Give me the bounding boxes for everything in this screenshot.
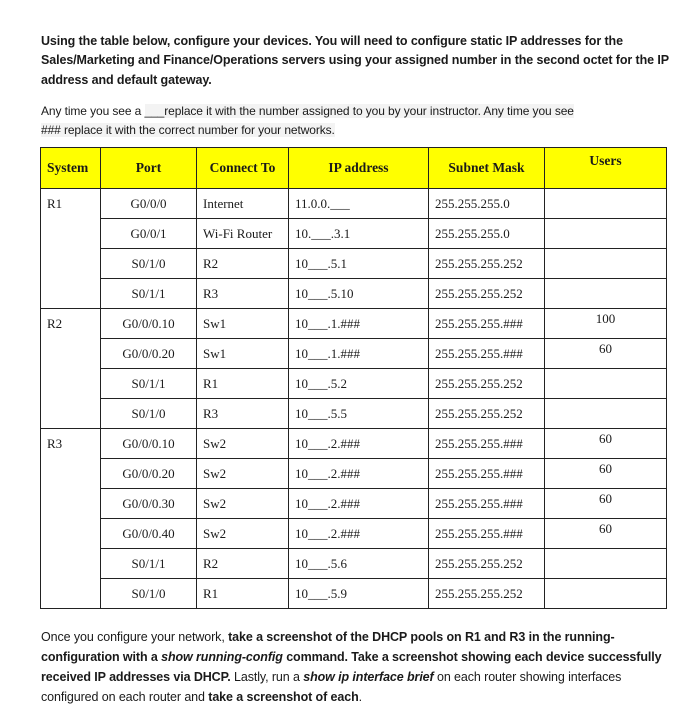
cell-users bbox=[545, 219, 667, 249]
cell-system bbox=[41, 549, 101, 579]
cell-users bbox=[545, 549, 667, 579]
cell-connect-to: Sw1 bbox=[197, 339, 289, 369]
cell-subnet-mask: 255.255.255.### bbox=[429, 519, 545, 549]
outro-s8: take a screenshot of each bbox=[208, 689, 359, 704]
outro-s4: command. Take a screenshot showing each device successfully received IP addresses via DHCP. bbox=[41, 649, 662, 684]
table-row bbox=[41, 429, 667, 459]
cell-ip-address: 10___.5.1 bbox=[289, 249, 429, 279]
table-row bbox=[41, 519, 667, 549]
cell-ip-address: 10___.5.9 bbox=[289, 579, 429, 609]
cell-port: S0/1/1 bbox=[101, 279, 197, 309]
cell-ip-address: 10___.2.### bbox=[289, 429, 429, 459]
header-system: System bbox=[41, 148, 101, 189]
table-row bbox=[41, 579, 667, 609]
table-row bbox=[41, 399, 667, 429]
note-part2: ___replace it with the number assigned to you by your instructor. Any time you see bbox=[144, 104, 574, 118]
intro-instructions: Using the table below, configure your devices. You will need to configure static IP addresses for the Sales/Marketing and Finance/Operations servers using your assigned number in the second octet for the IP address and default gateway. bbox=[41, 33, 669, 87]
cell-ip-address: 11.0.0.___ bbox=[289, 189, 429, 219]
cell-users: 100 bbox=[545, 309, 667, 339]
table-row bbox=[41, 459, 667, 489]
cell-port: G0/0/0.20 bbox=[101, 339, 197, 369]
cell-subnet-mask: 255.255.255.252 bbox=[429, 549, 545, 579]
cell-system bbox=[41, 489, 101, 519]
outro-s5: Lastly, run a bbox=[230, 669, 304, 684]
cell-subnet-mask: 255.255.255.252 bbox=[429, 369, 545, 399]
note-part1: Any time you see a bbox=[41, 104, 145, 118]
cell-port: G0/0/1 bbox=[101, 219, 197, 249]
table-row bbox=[41, 189, 667, 219]
cell-users: 60 bbox=[545, 489, 667, 519]
cell-system bbox=[41, 519, 101, 549]
cell-users bbox=[545, 249, 667, 279]
table-row bbox=[41, 219, 667, 249]
cell-connect-to: R2 bbox=[197, 249, 289, 279]
cell-system: R3 bbox=[41, 429, 101, 459]
cell-ip-address: 10___.5.10 bbox=[289, 279, 429, 309]
cell-connect-to: Sw2 bbox=[197, 429, 289, 459]
cell-users: 60 bbox=[545, 519, 667, 549]
cell-ip-address: 10___.1.### bbox=[289, 309, 429, 339]
cell-subnet-mask: 255.255.255.### bbox=[429, 339, 545, 369]
cell-users bbox=[545, 189, 667, 219]
cell-system bbox=[41, 339, 101, 369]
header-port: Port bbox=[101, 148, 197, 189]
note-part3: ### replace it with the correct number for your networks. bbox=[41, 123, 335, 137]
cell-connect-to: Sw2 bbox=[197, 489, 289, 519]
cell-ip-address: 10___.1.### bbox=[289, 339, 429, 369]
outro-s7: on each router showing interfaces configured on each router and bbox=[41, 669, 622, 704]
cell-users bbox=[545, 579, 667, 609]
placeholder-note bbox=[41, 102, 671, 140]
cell-users: 60 bbox=[545, 459, 667, 489]
cell-subnet-mask: 255.255.255.### bbox=[429, 459, 545, 489]
cell-subnet-mask: 255.255.255.252 bbox=[429, 279, 545, 309]
cell-connect-to: Sw1 bbox=[197, 309, 289, 339]
cell-port: G0/0/0.40 bbox=[101, 519, 197, 549]
table-row bbox=[41, 309, 667, 339]
cell-subnet-mask: 255.255.255.### bbox=[429, 429, 545, 459]
cell-port: G0/0/0.20 bbox=[101, 459, 197, 489]
cell-connect-to: R2 bbox=[197, 549, 289, 579]
cell-subnet-mask: 255.255.255.252 bbox=[429, 249, 545, 279]
cell-ip-address: 10___.5.2 bbox=[289, 369, 429, 399]
cell-connect-to: Sw2 bbox=[197, 519, 289, 549]
cell-subnet-mask: 255.255.255.252 bbox=[429, 579, 545, 609]
cell-connect-to: Sw2 bbox=[197, 459, 289, 489]
cell-port: S0/1/0 bbox=[101, 579, 197, 609]
cell-system bbox=[41, 579, 101, 609]
cell-users: 60 bbox=[545, 429, 667, 459]
addressing-table bbox=[40, 147, 667, 609]
table-row bbox=[41, 489, 667, 519]
cell-ip-address: 10___.2.### bbox=[289, 459, 429, 489]
cell-subnet-mask: 255.255.255.### bbox=[429, 489, 545, 519]
cell-port: G0/0/0 bbox=[101, 189, 197, 219]
cell-connect-to: Internet bbox=[197, 189, 289, 219]
cell-ip-address: 10___.2.### bbox=[289, 489, 429, 519]
cell-system bbox=[41, 459, 101, 489]
cell-subnet-mask: 255.255.255.0 bbox=[429, 189, 545, 219]
table-row bbox=[41, 549, 667, 579]
header-subnet-mask: Subnet Mask bbox=[429, 148, 545, 189]
outro-s9: . bbox=[358, 689, 362, 704]
cell-users bbox=[545, 399, 667, 429]
header-ip-address: IP address bbox=[289, 148, 429, 189]
cell-connect-to: Wi-Fi Router bbox=[197, 219, 289, 249]
cell-ip-address: 10___.2.### bbox=[289, 519, 429, 549]
table-row bbox=[41, 369, 667, 399]
outro-s2: take a screenshot of the DHCP pools on R1 and R3 in the running-configuration with a bbox=[41, 629, 615, 664]
header-users: Users bbox=[545, 148, 667, 189]
outro-s1: Once you configure your network, bbox=[41, 629, 229, 644]
table-row bbox=[41, 279, 667, 309]
cell-connect-to: R3 bbox=[197, 399, 289, 429]
cell-port: S0/1/0 bbox=[101, 249, 197, 279]
table-body bbox=[41, 189, 667, 609]
table-row bbox=[41, 339, 667, 369]
cell-ip-address: 10___.5.6 bbox=[289, 549, 429, 579]
cell-connect-to: R1 bbox=[197, 369, 289, 399]
cell-port: G0/0/0.10 bbox=[101, 429, 197, 459]
cell-subnet-mask: 255.255.255.### bbox=[429, 309, 545, 339]
cell-system bbox=[41, 219, 101, 249]
cell-system bbox=[41, 279, 101, 309]
cell-users bbox=[545, 279, 667, 309]
cell-connect-to: R3 bbox=[197, 279, 289, 309]
cell-ip-address: 10.___.3.1 bbox=[289, 219, 429, 249]
header-connect-to: Connect To bbox=[197, 148, 289, 189]
cell-port: S0/1/1 bbox=[101, 549, 197, 579]
cell-ip-address: 10___.5.5 bbox=[289, 399, 429, 429]
outro-s3: show running-config bbox=[161, 649, 283, 664]
table-header-row bbox=[41, 148, 667, 189]
cell-system bbox=[41, 369, 101, 399]
cell-users bbox=[545, 369, 667, 399]
cell-connect-to: R1 bbox=[197, 579, 289, 609]
cell-subnet-mask: 255.255.255.252 bbox=[429, 399, 545, 429]
cell-subnet-mask: 255.255.255.0 bbox=[429, 219, 545, 249]
cell-port: G0/0/0.10 bbox=[101, 309, 197, 339]
table-row bbox=[41, 249, 667, 279]
cell-system: R2 bbox=[41, 309, 101, 339]
outro-s6: show ip interface brief bbox=[303, 669, 434, 684]
closing-instructions bbox=[41, 627, 671, 707]
cell-system bbox=[41, 249, 101, 279]
cell-port: S0/1/1 bbox=[101, 369, 197, 399]
cell-port: S0/1/0 bbox=[101, 399, 197, 429]
cell-system: R1 bbox=[41, 189, 101, 219]
cell-port: G0/0/0.30 bbox=[101, 489, 197, 519]
cell-users: 60 bbox=[545, 339, 667, 369]
cell-system bbox=[41, 399, 101, 429]
